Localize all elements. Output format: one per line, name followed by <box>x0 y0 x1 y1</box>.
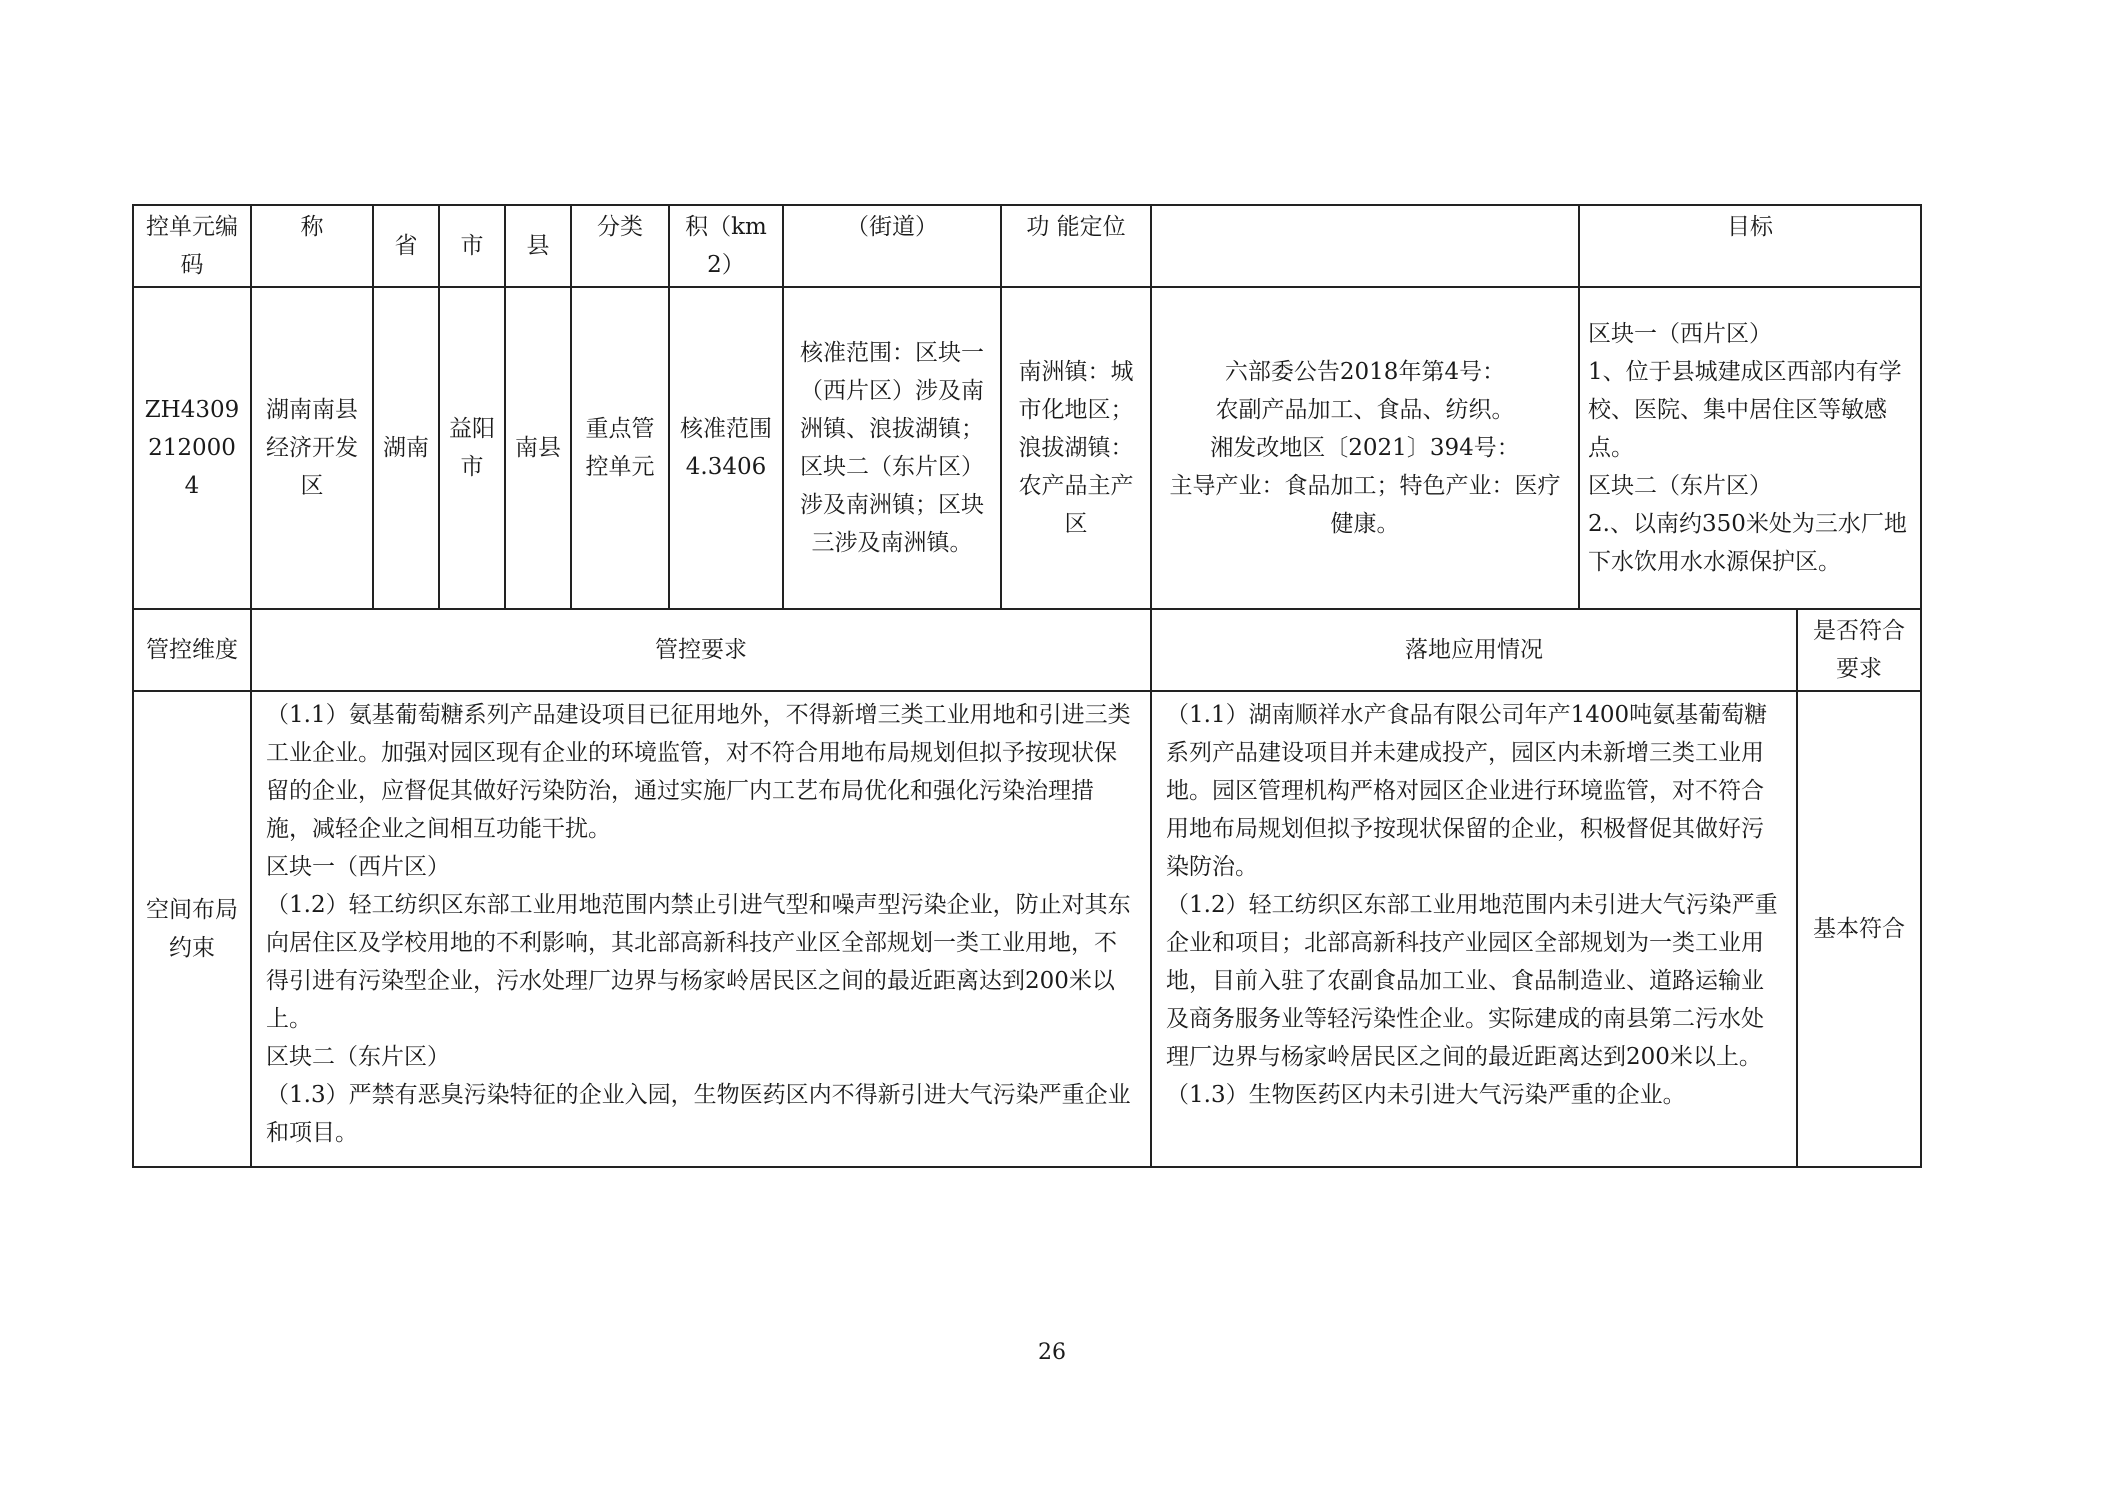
requirement-paragraph: （1.1）氨基葡萄糖系列产品建设项目已征用地外，不得新增三类工业用地和引进三类工业企业。加强对园区现有企业的环境监管，对不符合用地布局规划但拟予按现状保留的企业，应督促其做好污染防治，通过实施厂内工艺布局优化和强化污染治理措施，减轻企业之间相互功能干扰。 <box>266 702 1131 842</box>
header-industry <box>1151 205 1579 287</box>
application-paragraph: （1.3）生物医药区内未引进大气污染严重的企业。 <box>1166 1082 1686 1108</box>
industry-line: 农副产品加工、食品、纺织。 <box>1215 397 1515 423</box>
unit-category: 重点管控单元 <box>571 287 669 609</box>
unit-area: 核准范围4.3406 <box>669 287 783 609</box>
target-line: 1、位于县城建成区西部内有学校、医院、集中居住区等敏感点。 <box>1588 359 1902 461</box>
header-county: 县 <box>505 205 571 287</box>
control-compliance: 基本符合 <box>1797 691 1921 1167</box>
control-row <box>133 691 1921 1167</box>
unit-target <box>1579 287 1921 609</box>
requirement-paragraph: 区块二（东片区） <box>266 1044 450 1070</box>
requirement-paragraph: （1.2）轻工纺织区东部工业用地范围内禁止引进气型和噪声型污染企业，防止对其东向居住区及学校用地的不利影响，其北部高新科技产业区全部规划一类工业用地，不得引进有污染型企业，污水处理厂边界与杨家岭居民区之间的最近距离达到200米以上。 <box>266 892 1131 1032</box>
page-number: 26 <box>1038 1340 1066 1365</box>
requirement-paragraph: 区块一（西片区） <box>266 854 450 880</box>
application-paragraph: （1.2）轻工纺织区东部工业用地范围内未引进大气污染严重企业和项目；北部高新科技产业园区全部规划为一类工业用地，目前入驻了农副食品加工业、食品制造业、道路运输业及商务服务业等轻污染性企业。实际建成的南县第二污水处理厂边界与杨家岭居民区之间的最近距离达到200米以上。 <box>1166 892 1778 1070</box>
control-applications <box>1151 691 1797 1167</box>
application-paragraph: （1.1）湖南顺祥水产食品有限公司年产1400吨氨基葡萄糖系列产品建设项目并未建成投产，园区内未新增三类工业用地。园区管理机构严格对园区企业进行环境监管，对不符合用地布局规划但拟予按现状保留的企业，积极督促其做好污染防治。 <box>1166 702 1768 880</box>
industry-line: 六部委公告2018年第4号： <box>1224 359 1506 385</box>
control-dimension-header: 管控维度 <box>133 609 251 691</box>
requirement-paragraph: （1.3）严禁有恶臭污染特征的企业入园，生物医药区内不得新引进大气污染严重企业和项目。 <box>266 1082 1131 1146</box>
header-function: 功 能定位 <box>1001 205 1151 287</box>
header-code: 控单元编码 <box>133 205 251 287</box>
control-requirement-header: 管控要求 <box>251 609 1151 691</box>
target-line: 区块二（东片区） <box>1588 473 1772 499</box>
control-requirements <box>251 691 1151 1167</box>
header-province: 省 <box>373 205 439 287</box>
unit-code: ZH43092120004 <box>133 287 251 609</box>
unit-function: 南洲镇：城市化地区；浪拔湖镇：农产品主产区 <box>1001 287 1151 609</box>
header-street: （街道） <box>783 205 1001 287</box>
application-header: 落地应用情况 <box>1151 609 1797 691</box>
target-line: 2.、以南约350米处为三水厂地下水饮用水水源保护区。 <box>1588 511 1907 575</box>
unit-county: 南县 <box>505 287 571 609</box>
unit-name: 湖南南县经济开发区 <box>251 287 373 609</box>
control-header-row <box>133 609 1921 691</box>
compliance-header: 是否符合要求 <box>1797 609 1921 691</box>
target-line: 区块一（西片区） <box>1588 321 1772 347</box>
control-dimension: 空间布局约束 <box>133 691 251 1167</box>
header-city: 市 <box>439 205 505 287</box>
unit-street: 核准范围：区块一（西片区）涉及南洲镇、浪拔湖镇；区块二（东片区）涉及南洲镇；区块三涉及南洲镇。 <box>783 287 1001 609</box>
industry-line: 主导产业：食品加工；特色产业：医疗健康。 <box>1169 473 1561 537</box>
table-header-row <box>133 205 1921 287</box>
unit-row <box>133 287 1921 609</box>
header-target: 目标 <box>1579 205 1921 287</box>
header-name: 称 <box>251 205 373 287</box>
header-category: 分类 <box>571 205 669 287</box>
header-area: 积（km2） <box>669 205 783 287</box>
control-unit-table <box>132 204 1922 1168</box>
unit-city: 益阳市 <box>439 287 505 609</box>
unit-industry <box>1151 287 1579 609</box>
industry-line: 湘发改地区〔2021〕394号： <box>1210 435 1520 461</box>
unit-province: 湖南 <box>373 287 439 609</box>
